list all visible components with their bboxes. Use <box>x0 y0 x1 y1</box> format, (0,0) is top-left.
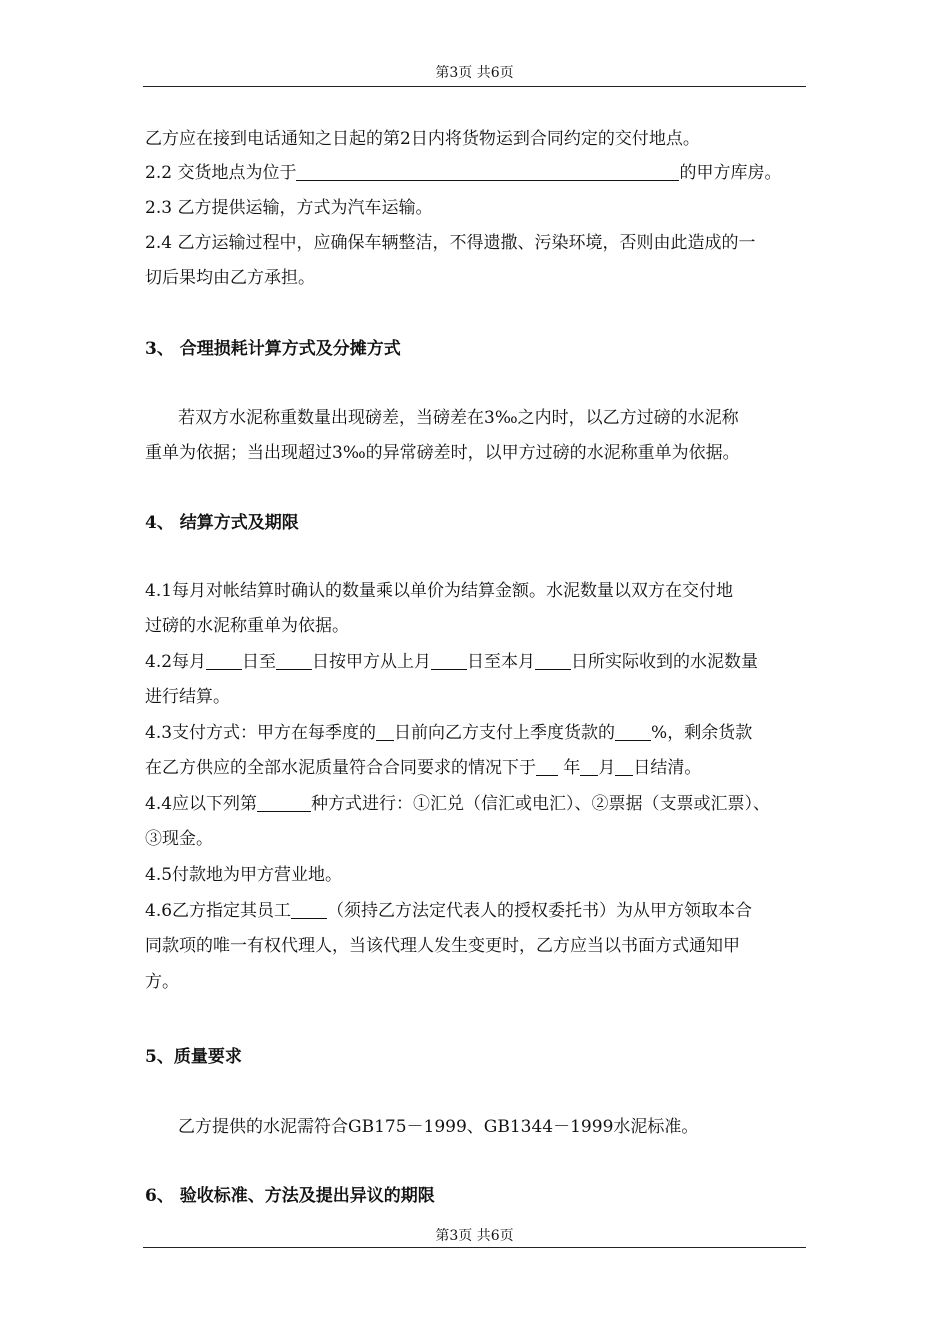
paragraph-line: 2.4 乙方运输过程中，应确保车辆整洁，不得遗撒、污染环境，否则由此造成的一 <box>145 233 756 253</box>
paragraph-line: 若双方水泥称重数量出现磅差，当磅差在3‰之内时，以乙方过磅的水泥称 <box>178 408 739 428</box>
page-footer: 第3页 共6页 <box>435 1228 514 1244</box>
section-heading-5: 5、质量要求 <box>145 1047 242 1067</box>
fill-blank <box>431 652 467 670</box>
paragraph-line: 4.1每月对帐结算时确认的数量乘以单价为结算金额。水泥数量以双方在交付地 <box>145 581 734 601</box>
paragraph-line: 重单为依据；当出现超过3‰的异常磅差时，以甲方过磅的水泥称重单为依据。 <box>145 443 740 463</box>
paragraph-line: ③现金。 <box>145 829 213 849</box>
paragraph-line: 进行结算。 <box>145 687 230 707</box>
header-rule <box>143 86 806 87</box>
text-segment: 在乙方供应的全部水泥质量符合合同要求的情况下于 <box>145 758 536 778</box>
text-segment: 2.2 交货地点为位于 <box>145 163 297 183</box>
delivery-location-line <box>145 162 781 184</box>
paragraph-line: 切后果均由乙方承担。 <box>145 268 315 288</box>
fill-blank <box>535 652 571 670</box>
fill-blank <box>257 794 311 812</box>
paragraph-line: 2.3 乙方提供运输，方式为汽车运输。 <box>145 198 433 218</box>
paragraph-line: 乙方提供的水泥需符合GB175－1999、GB1344－1999水泥标准。 <box>178 1117 699 1137</box>
section-heading-6: 6、 验收标准、方法及提出异议的期限 <box>145 1186 435 1206</box>
section-heading-3: 3、 合理损耗计算方式及分摊方式 <box>145 339 401 359</box>
paragraph-line: 过磅的水泥称重单为依据。 <box>145 616 349 636</box>
paragraph-line: 4.5付款地为甲方营业地。 <box>145 865 343 885</box>
text-segment: 日所实际收到的水泥数量 <box>571 652 759 672</box>
payment-method-line <box>145 722 752 744</box>
fill-blank <box>206 652 242 670</box>
text-segment: 日至本月 <box>467 652 536 672</box>
paragraph-line: 方。 <box>145 972 179 992</box>
section-heading-4: 4、 结算方式及期限 <box>145 513 299 533</box>
fill-blank <box>291 901 327 919</box>
delivery-location-blank <box>296 163 679 181</box>
page-header: 第3页 共6页 <box>435 65 514 81</box>
paragraph-line: 同款项的唯一有权代理人，当该代理人发生变更时，乙方应当以书面方式通知甲 <box>145 936 740 956</box>
text-segment: 年 <box>558 758 581 778</box>
text-segment: 月 <box>598 758 616 778</box>
text-segment: 日至 <box>242 652 277 672</box>
text-segment: 4.2每月 <box>145 652 207 672</box>
text-segment: 的甲方库房。 <box>679 163 782 183</box>
settlement-period-line <box>145 651 758 673</box>
fill-blank <box>615 723 651 741</box>
text-segment: 日前向乙方支付上季度货款的 <box>394 723 616 743</box>
text-segment: 日结清。 <box>633 758 702 778</box>
fill-blank <box>276 652 312 670</box>
agent-line <box>145 900 752 922</box>
text-segment: 4.3支付方式：甲方在每季度的 <box>145 723 377 743</box>
settlement-date-line <box>145 757 701 779</box>
text-segment: 种方式进行：①汇兑（信汇或电汇）、②票据（支票或汇票）、 <box>311 794 771 814</box>
fill-blank <box>376 723 394 741</box>
text-segment: 日按甲方从上月 <box>312 652 432 672</box>
text-segment: %，剩余货款 <box>651 723 753 743</box>
payment-mode-line <box>145 793 770 815</box>
fill-blank <box>615 758 633 776</box>
text-segment: 4.4应以下列第 <box>145 794 258 814</box>
text-segment: 4.6乙方指定其员工 <box>145 901 292 921</box>
footer-rule <box>143 1247 806 1248</box>
fill-blank <box>536 758 558 776</box>
fill-blank <box>580 758 598 776</box>
text-segment: （须持乙方法定代表人的授权委托书）为从甲方领取本合 <box>327 901 753 921</box>
paragraph-line: 乙方应在接到电话通知之日起的第2日内将货物运到合同约定的交付地点。 <box>145 129 700 149</box>
